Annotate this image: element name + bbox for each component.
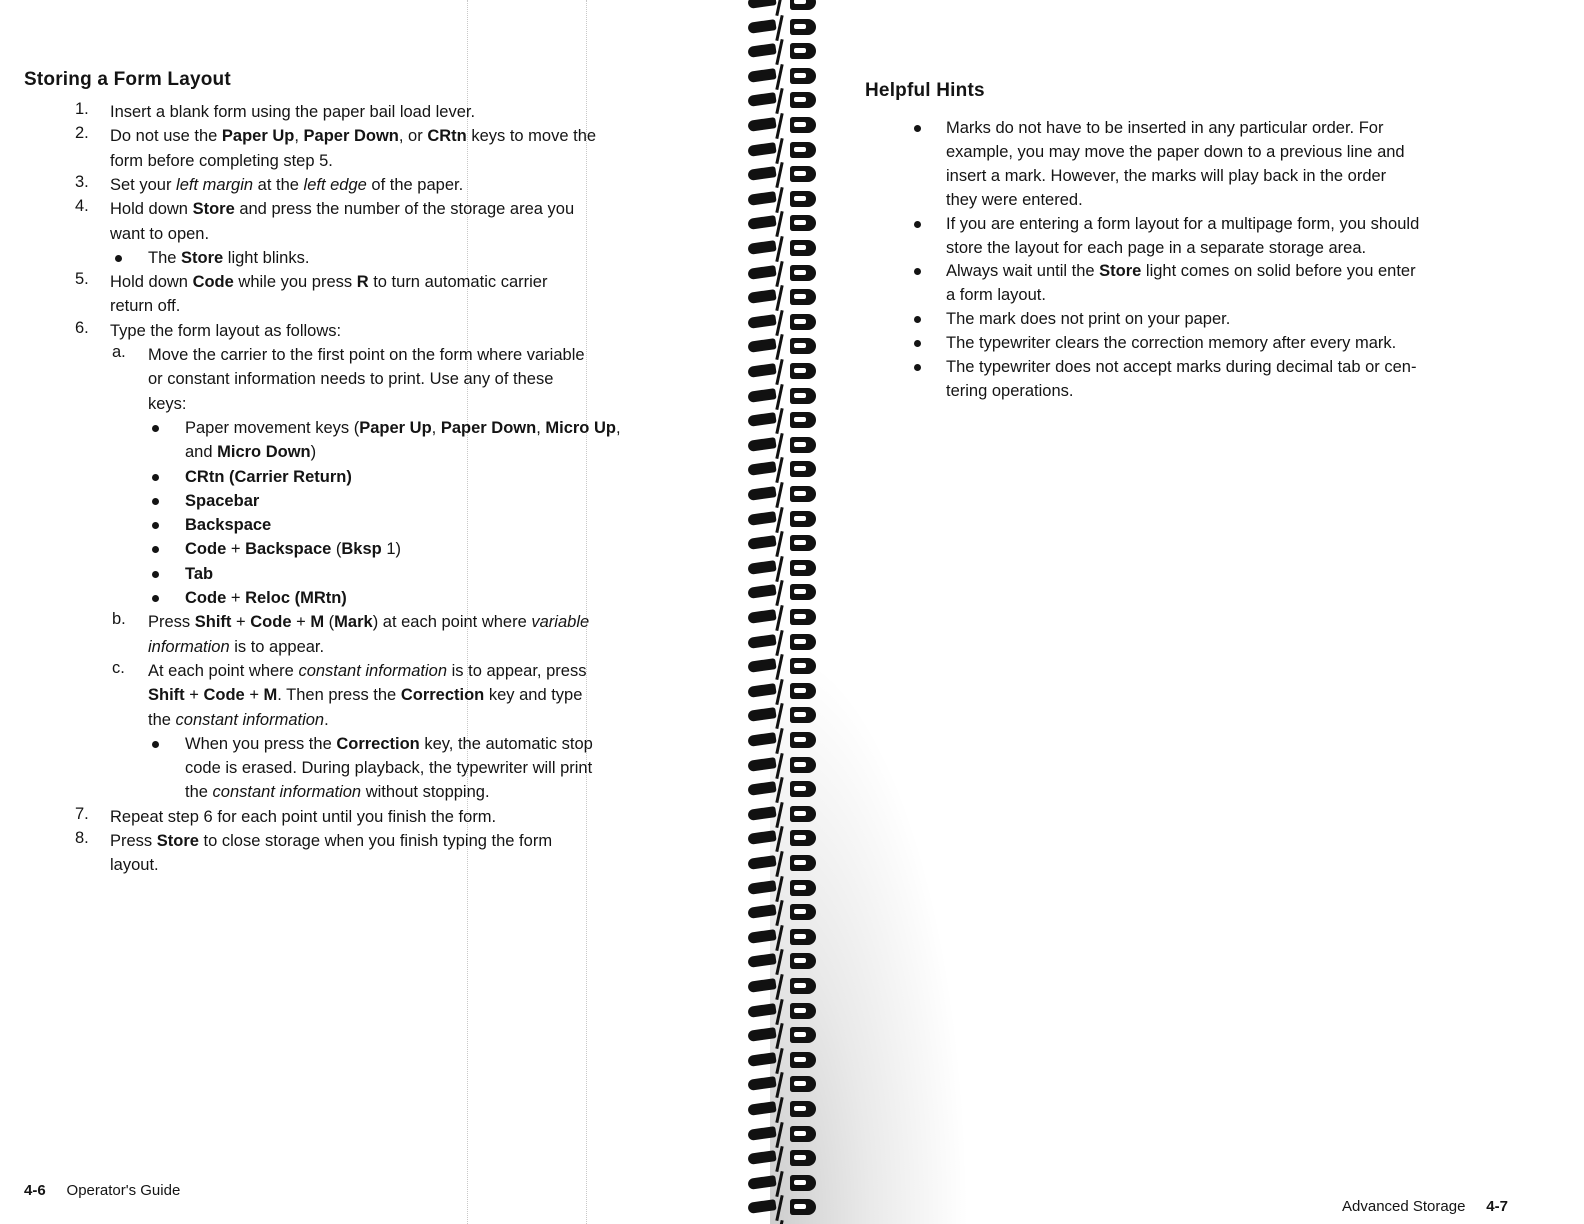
bullet-icon bbox=[152, 498, 159, 505]
bullet-icon bbox=[152, 474, 159, 481]
binding-ring bbox=[742, 976, 824, 998]
hint-text-line: The mark does not print on your paper. bbox=[946, 310, 1231, 329]
binding-ring bbox=[742, 1124, 824, 1146]
step-text-line: Do not use the Paper Up, Paper Down, or CRtn keys to move the bbox=[110, 127, 597, 146]
section-heading: Helpful Hints bbox=[865, 80, 985, 101]
binding-ring bbox=[742, 853, 824, 875]
binding-ring bbox=[742, 1173, 824, 1195]
binding-ring bbox=[742, 730, 824, 752]
step-text-line: Code + Reloc (MRtn) bbox=[185, 589, 347, 607]
step-number: c. bbox=[112, 658, 125, 677]
step-text-line: information is to appear. bbox=[148, 637, 325, 656]
bullet-icon bbox=[914, 221, 921, 228]
binding-ring bbox=[742, 287, 824, 309]
step-number: 6. bbox=[75, 318, 89, 337]
step-text-line: At each point where constant information is to appear, press bbox=[148, 661, 587, 680]
hint-text-line: The typewriter clears the correction memory after every mark. bbox=[946, 334, 1397, 353]
binding-ring bbox=[742, 878, 824, 900]
bullet-icon bbox=[914, 364, 921, 371]
step-text-line: Paper movement keys (Paper Up, Paper Down, Micro Up, bbox=[185, 418, 621, 437]
step-text-line: want to open. bbox=[110, 224, 210, 243]
binding-ring bbox=[742, 1197, 824, 1219]
binding-ring bbox=[742, 189, 824, 211]
binding-ring bbox=[742, 828, 824, 850]
hint-text-line: insert a mark. However, the marks will play back in the order bbox=[946, 166, 1387, 185]
binding-ring bbox=[742, 705, 824, 727]
binding-ring bbox=[742, 0, 824, 14]
step-text-line: When you press the Correction key, the automatic stop bbox=[185, 734, 593, 753]
step-text-line: Hold down Store and press the number of the storage area you bbox=[110, 200, 575, 219]
hint-text-line: Always wait until the Store light comes on solid before you enter bbox=[946, 262, 1416, 281]
page-footer-left bbox=[24, 1182, 180, 1199]
binding-ring bbox=[742, 115, 824, 137]
binding-ring bbox=[742, 1099, 824, 1121]
page-number: 4-6 bbox=[24, 1182, 46, 1199]
binding-ring bbox=[742, 90, 824, 112]
hint-text-line: store the layout for each page in a separate storage area. bbox=[946, 238, 1367, 257]
binding-ring bbox=[742, 484, 824, 506]
bullet-icon bbox=[152, 571, 159, 578]
step-text-line: or constant information needs to print. Use any of these bbox=[148, 370, 554, 389]
binding-ring bbox=[742, 263, 824, 285]
step-text-line: Code + Backspace (Bksp 1) bbox=[185, 540, 402, 559]
binding-ring bbox=[742, 213, 824, 235]
binding-ring bbox=[742, 17, 824, 39]
binding-ring bbox=[742, 1025, 824, 1047]
bullet-icon bbox=[152, 546, 159, 553]
step-text-line: form before completing step 5. bbox=[110, 151, 333, 170]
binding-ring bbox=[742, 435, 824, 457]
step-number: 8. bbox=[75, 829, 89, 847]
binding-ring bbox=[742, 410, 824, 432]
binding-ring bbox=[742, 238, 824, 260]
step-number: b. bbox=[112, 610, 126, 629]
hint-text-line: If you are entering a form layout for a multipage form, you should bbox=[946, 214, 1420, 233]
binding-ring bbox=[742, 312, 824, 334]
binding-ring bbox=[742, 804, 824, 826]
binding-ring bbox=[742, 656, 824, 678]
step-text-line: Press Shift + Code + M (Mark) at each point where variable bbox=[148, 613, 590, 632]
step-text-line: Set your left margin at the left edge of the paper. bbox=[110, 175, 464, 194]
step-text-line: Move the carrier to the first point on the form where variable bbox=[148, 346, 585, 364]
step-text-line: Type the form layout as follows: bbox=[110, 321, 342, 340]
step-number: 4. bbox=[75, 197, 89, 216]
bullet-icon bbox=[914, 340, 921, 347]
step-text-line: Insert a blank form using the paper bail load lever. bbox=[110, 103, 476, 121]
step-text-line: Backspace bbox=[185, 516, 272, 535]
step-number: 5. bbox=[75, 270, 89, 289]
binding-ring bbox=[742, 927, 824, 949]
right-page bbox=[825, 0, 1584, 1224]
hint-text-line: tering operations. bbox=[946, 381, 1074, 400]
page-footer-right bbox=[1342, 1198, 1508, 1215]
bullet-icon bbox=[914, 316, 921, 323]
page-number: 4-7 bbox=[1486, 1198, 1508, 1215]
section-heading: Storing a Form Layout bbox=[24, 69, 231, 90]
binding-ring bbox=[742, 681, 824, 703]
step-text-line: the constant information. bbox=[148, 710, 329, 729]
step-number: 2. bbox=[75, 124, 89, 143]
binding-ring bbox=[742, 509, 824, 531]
step-text-line: Tab bbox=[185, 564, 214, 583]
hint-text-line: The typewriter does not accept marks during decimal tab or cen- bbox=[946, 358, 1417, 376]
hint-text-line: they were entered. bbox=[946, 190, 1083, 209]
binding-ring bbox=[742, 1148, 824, 1170]
step-text-line: layout. bbox=[110, 856, 159, 875]
binding-ring bbox=[742, 41, 824, 63]
step-text-line: return off. bbox=[110, 297, 181, 316]
step-number: 3. bbox=[75, 172, 89, 191]
step-number: 1. bbox=[75, 100, 89, 118]
binding-ring bbox=[742, 582, 824, 604]
step-text-line: Repeat step 6 for each point until you finish the form. bbox=[110, 807, 497, 826]
bullet-icon bbox=[152, 741, 159, 748]
binding-ring bbox=[742, 533, 824, 555]
binding-ring bbox=[742, 66, 824, 88]
binding-ring bbox=[742, 902, 824, 924]
chapter-title: Advanced Storage bbox=[1342, 1198, 1466, 1215]
book-title: Operator's Guide bbox=[66, 1182, 181, 1199]
step-text-line: Shift + Code + M. Then press the Correction key and type bbox=[148, 686, 583, 705]
bullet-icon bbox=[152, 595, 159, 602]
binding-ring bbox=[742, 386, 824, 408]
hint-text-line: Marks do not have to be inserted in any particular order. For bbox=[946, 119, 1384, 137]
binding-ring bbox=[742, 607, 824, 629]
bullet-icon bbox=[914, 268, 921, 275]
binding-ring bbox=[742, 632, 824, 654]
binding-ring bbox=[742, 951, 824, 973]
step-number: 7. bbox=[75, 804, 89, 823]
binding-ring bbox=[742, 361, 824, 383]
binding-ring bbox=[742, 1001, 824, 1023]
step-text-line: CRtn (Carrier Return) bbox=[185, 467, 352, 486]
binding-ring bbox=[742, 336, 824, 358]
binding-ring bbox=[742, 140, 824, 162]
binding-ring bbox=[742, 1050, 824, 1072]
step-text-line: Spacebar bbox=[185, 491, 260, 510]
binding-ring bbox=[742, 755, 824, 777]
step-text-line: The Store light blinks. bbox=[148, 248, 310, 267]
step-number: a. bbox=[112, 343, 126, 361]
step-text-line: keys: bbox=[148, 394, 187, 413]
hint-text-line: a form layout. bbox=[946, 286, 1046, 305]
bullet-icon bbox=[152, 425, 159, 432]
binding-ring bbox=[742, 164, 824, 186]
step-text-line: Hold down Code while you press R to turn automatic carrier bbox=[110, 273, 548, 292]
step-text-line: code is erased. During playback, the typewriter will print bbox=[185, 759, 593, 778]
binding-ring bbox=[742, 558, 824, 580]
bullet-icon bbox=[115, 255, 122, 262]
step-text-line: and Micro Down) bbox=[185, 443, 317, 462]
hint-text-line: example, you may move the paper down to a previous line and bbox=[946, 142, 1405, 161]
step-text-line: the constant information without stopping. bbox=[185, 783, 490, 802]
binding-ring bbox=[742, 779, 824, 801]
binding-ring bbox=[742, 1074, 824, 1096]
spiral-binding bbox=[742, 0, 832, 1224]
bullet-icon bbox=[152, 522, 159, 529]
left-page bbox=[0, 0, 735, 1224]
step-text-line: Press Store to close storage when you finish typing the form bbox=[110, 832, 553, 850]
bullet-icon bbox=[914, 125, 921, 132]
binding-ring bbox=[742, 459, 824, 481]
